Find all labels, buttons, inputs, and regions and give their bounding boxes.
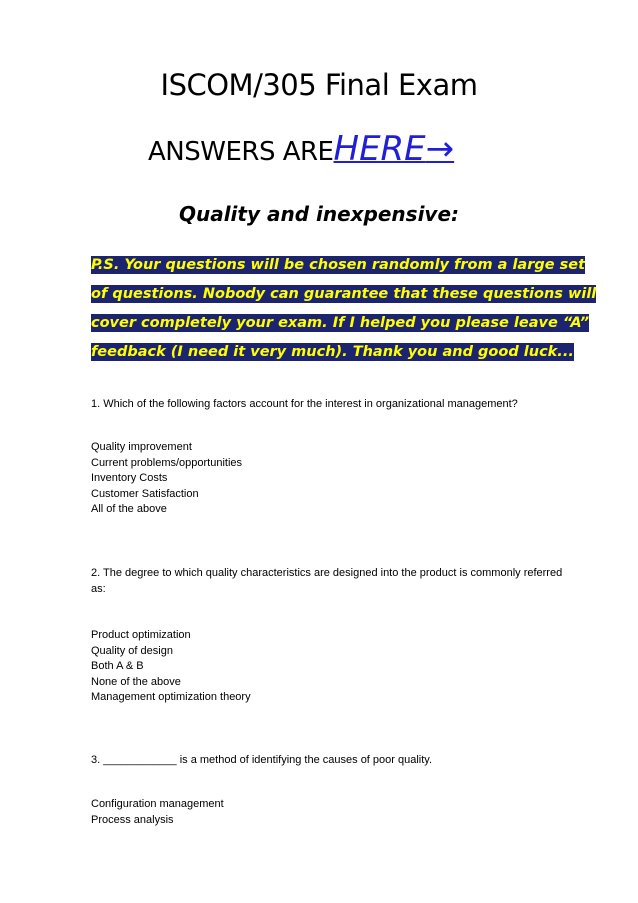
arrow-right-icon: → [425,129,455,169]
answers-label: ANSWERS ARE [148,137,334,167]
option: Quality of design [91,644,173,657]
page-title: ISCOM/305 Final Exam [160,68,478,102]
ps-line: P.S. Your questions will be chosen randomly from a large set [91,257,586,273]
here-link[interactable] [334,129,455,169]
option: Inventory Costs [91,472,168,485]
question-3-options [91,797,224,828]
question-3: 3. ____________ is a method of identifying the causes of poor quality. [91,754,433,766]
subtitle: Quality and inexpensive: [178,202,460,226]
option: Product optimization [91,629,191,641]
option: All of the above [91,503,167,516]
here-link-text: HERE [333,129,426,169]
question-1: 1. Which of the following factors account for the interest in organizational management? [91,398,518,410]
option: Quality improvement [91,441,192,453]
answers-line [148,129,454,169]
option: None of the above [91,675,181,688]
option: Current problems/opportunities [91,456,243,469]
question-2-options [91,628,251,706]
ps-notice [91,251,597,367]
option: Process analysis [91,813,174,826]
option: Management optimization theory [91,691,251,704]
option: Both A & B [91,660,144,673]
option: Configuration management [91,798,224,810]
ps-line: of questions. Nobody can guarantee that these questions will [91,286,597,302]
ps-line: feedback (I need it very much). Thank you and good luck... [91,344,574,360]
option: Customer Satisfaction [91,487,199,500]
question-2: 2. The degree to which quality characteristics are designed into the product is commonly referred as: [91,567,563,595]
question-1-options [91,440,242,518]
ps-line: cover completely your exam. If I helped you please leave “A” [91,315,590,331]
